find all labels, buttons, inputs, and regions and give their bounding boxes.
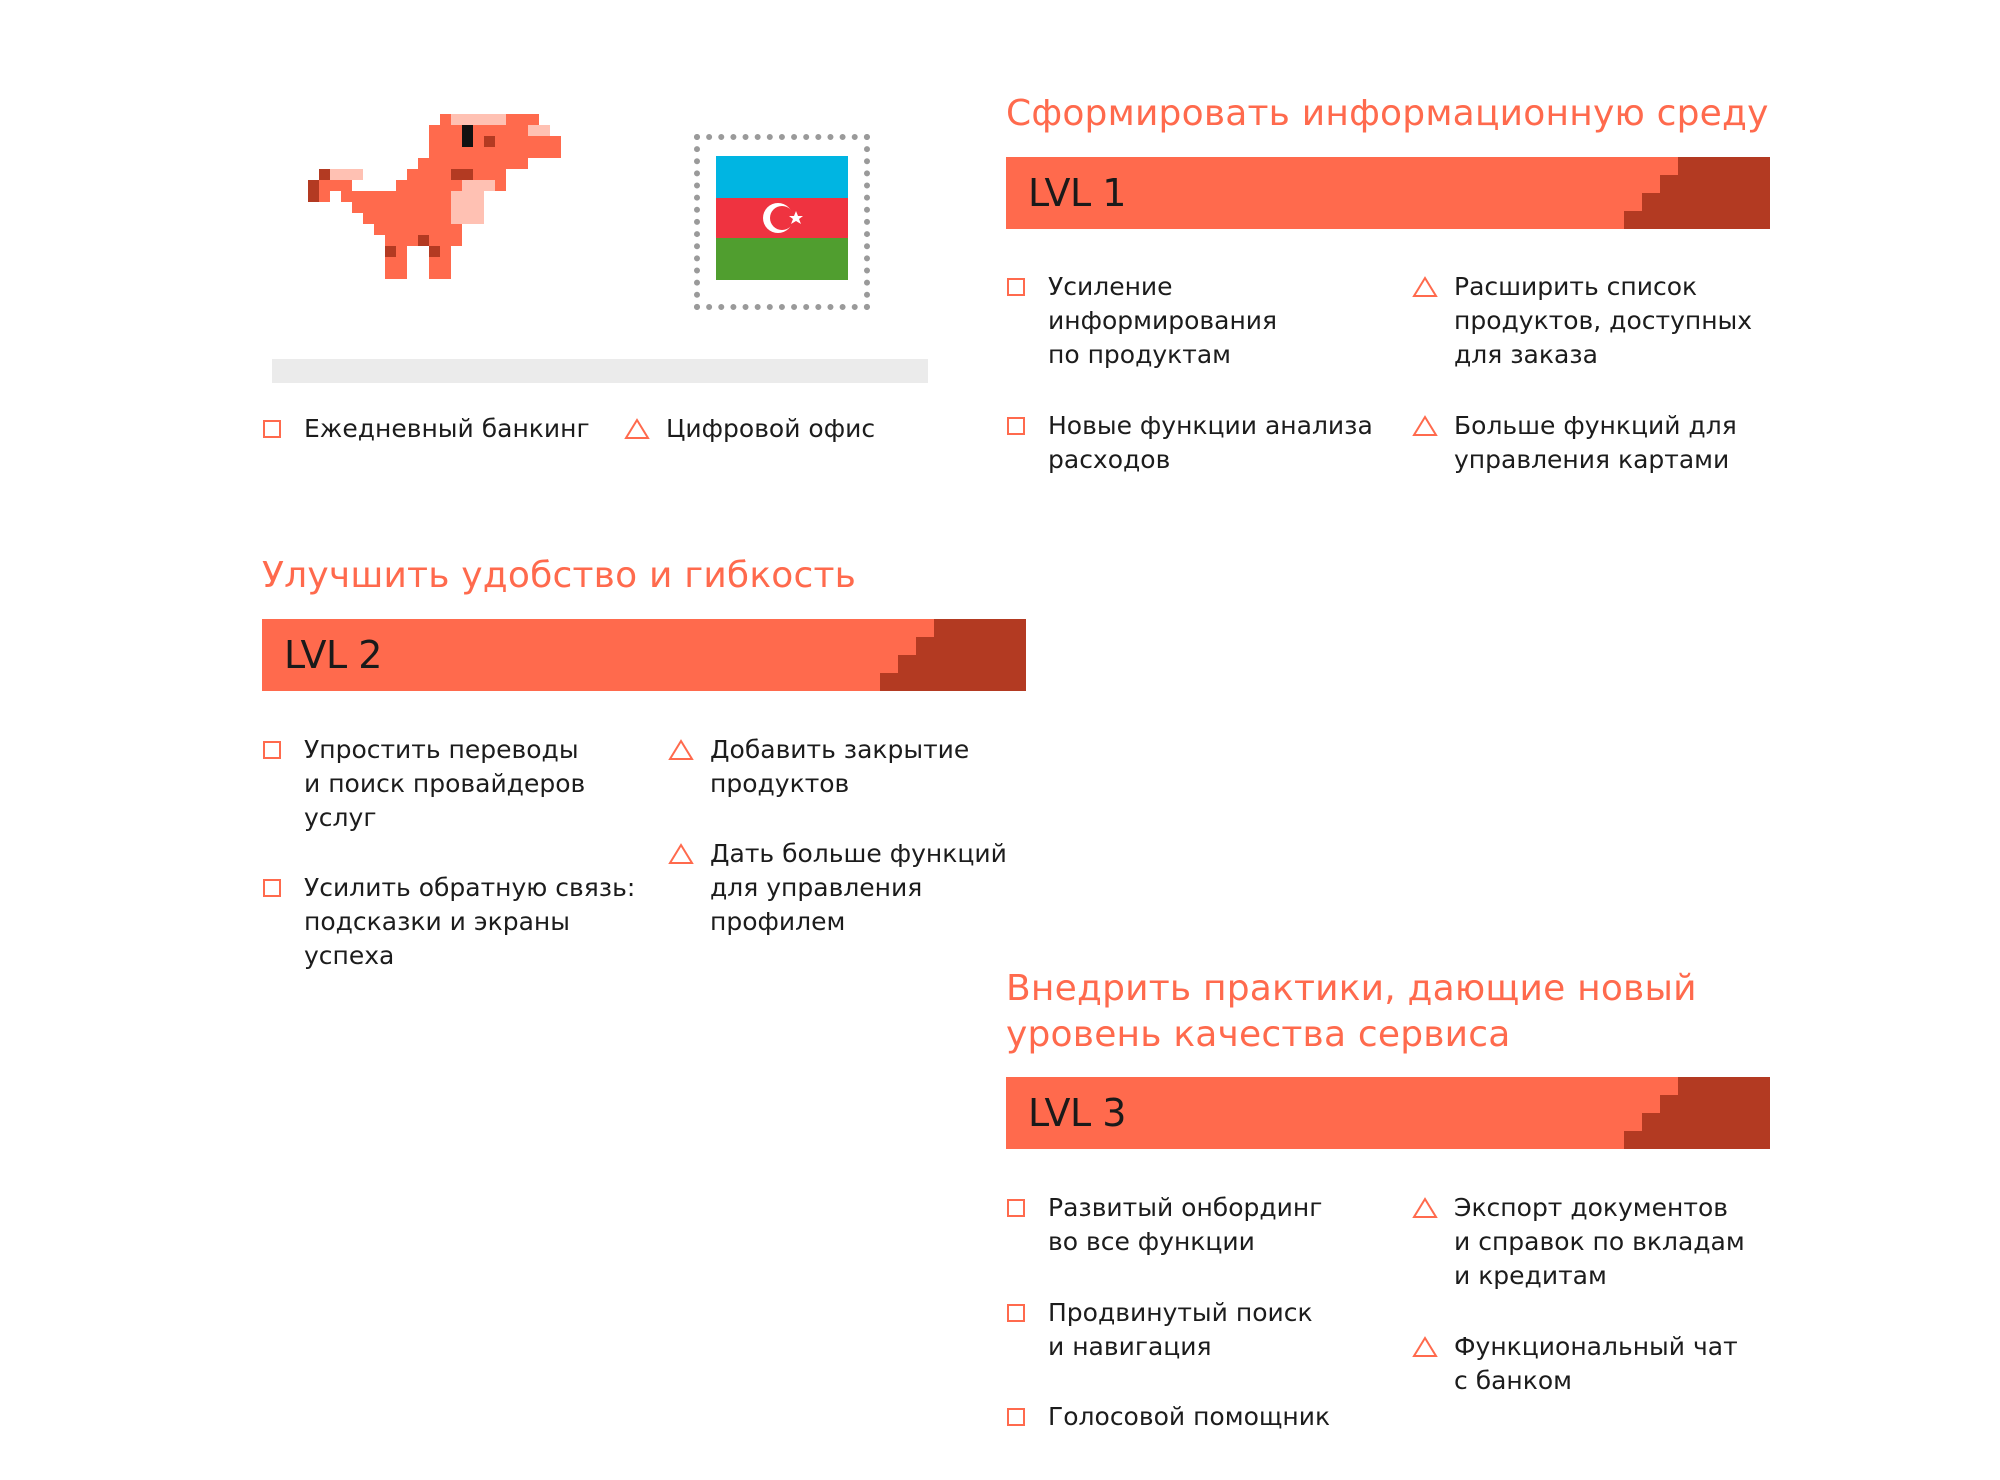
legend-item-digital-office xyxy=(624,412,875,446)
triangle-icon xyxy=(668,837,710,871)
list-item: Упростить переводы и поиск провайдеров услуг xyxy=(262,733,585,835)
triangle-icon xyxy=(1412,409,1454,443)
pixel-dinosaur-icon xyxy=(300,110,620,360)
ground-line xyxy=(272,359,928,383)
square-icon xyxy=(262,871,304,905)
list-item: Усилить обратную связь: подсказки и экраны успеха xyxy=(262,871,635,973)
azerbaijan-flag-stamp xyxy=(694,134,870,310)
list-item: Усиление информирования по продуктам xyxy=(1006,270,1277,372)
level-3-label: LVL 3 xyxy=(1028,1091,1126,1135)
square-icon xyxy=(262,412,304,446)
level-2-label: LVL 2 xyxy=(284,633,382,677)
list-item: Больше функций для управления картами xyxy=(1412,409,1737,477)
azerbaijan-flag-icon xyxy=(716,156,848,280)
list-item: Экспорт документов и справок по вкладам и кредитам xyxy=(1412,1191,1745,1293)
triangle-icon xyxy=(1412,1330,1454,1364)
triangle-icon xyxy=(1412,1191,1454,1225)
level-3-bar xyxy=(1006,1077,1770,1149)
square-icon xyxy=(1006,270,1048,304)
list-item: Продвинутый поиск и навигация xyxy=(1006,1296,1313,1364)
triangle-icon xyxy=(668,733,710,767)
list-item: Развитый онбординг во все функции xyxy=(1006,1191,1322,1259)
square-icon xyxy=(1006,409,1048,443)
level-1-bar xyxy=(1006,157,1770,229)
stairs-icon xyxy=(1624,1077,1770,1149)
level-1-title: Сформировать информационную среду xyxy=(1006,93,1769,134)
list-item: Добавить закрытие продуктов xyxy=(668,733,969,801)
square-icon xyxy=(262,733,304,767)
square-icon xyxy=(1006,1191,1048,1225)
list-item: Голосовой помощник xyxy=(1006,1400,1330,1434)
level-3-title: Внедрить практики, дающие новый уровень качества сервиса xyxy=(1006,968,1697,1055)
legend-label: Цифровой офис xyxy=(666,414,876,443)
level-2-title: Улучшить удобство и гибкость xyxy=(262,555,857,596)
triangle-icon xyxy=(1412,270,1454,304)
legend-item-daily-banking xyxy=(262,412,590,446)
triangle-icon xyxy=(624,412,666,446)
list-item: Дать больше функций для управления профилем xyxy=(668,837,1007,939)
list-item: Расширить список продуктов, доступных для заказа xyxy=(1412,270,1752,372)
stairs-icon xyxy=(1624,157,1770,229)
level-2-bar xyxy=(262,619,1026,691)
list-item: Функциональный чат с банком xyxy=(1412,1330,1738,1398)
stairs-icon xyxy=(880,619,1026,691)
square-icon xyxy=(1006,1296,1048,1330)
level-1-label: LVL 1 xyxy=(1028,171,1126,215)
square-icon xyxy=(1006,1400,1048,1434)
legend-label: Ежедневный банкинг xyxy=(304,414,590,443)
list-item: Новые функции анализа расходов xyxy=(1006,409,1373,477)
